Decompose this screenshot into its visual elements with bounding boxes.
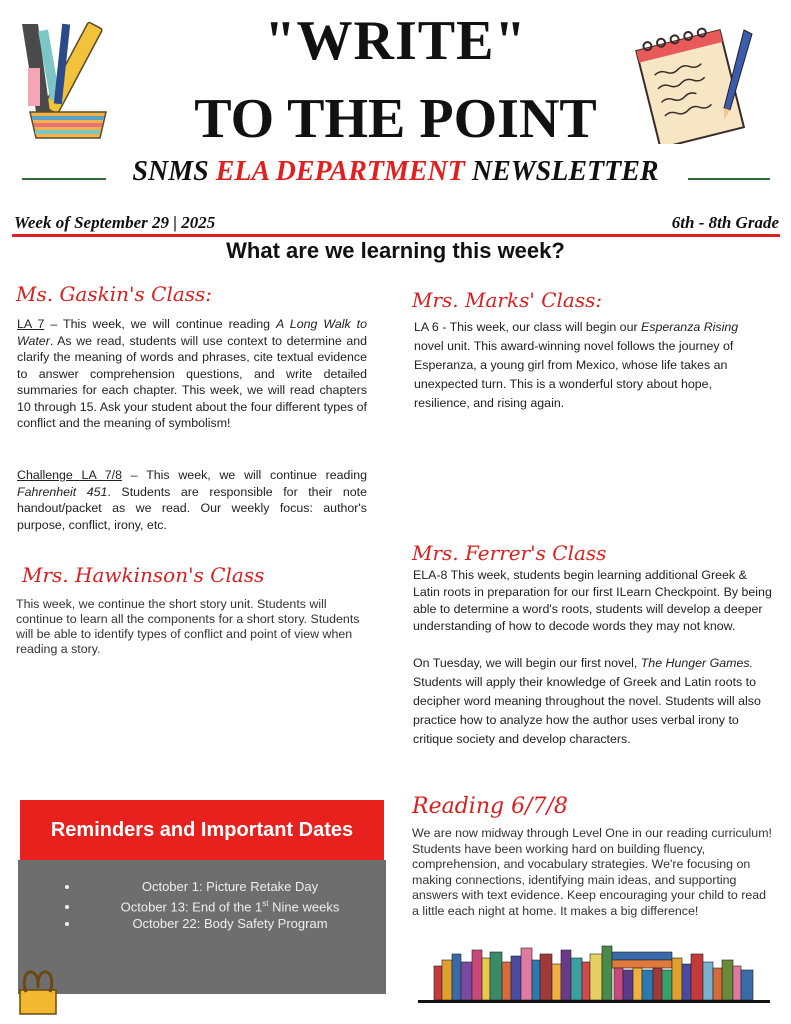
reminder-item: • October 1: Picture Retake Day (80, 878, 380, 895)
paperclip-icon (10, 966, 66, 1018)
bookshelf-icon (430, 940, 760, 1000)
red-divider (12, 234, 780, 237)
ferrer-paragraph-2 (413, 654, 775, 749)
reminder-item-text-rest: Nine weeks (268, 899, 340, 915)
reminder-item: • October 22: Body Safety Program (80, 915, 380, 932)
reminder-item-text: October 13: End of the 1 (120, 899, 263, 915)
ferrer-heading: Mrs. Ferrer's Class (412, 541, 607, 565)
gaskin-book: A Long Walk to Water (17, 317, 367, 348)
gaskin-paragraph-2 (17, 467, 367, 533)
hawkinson-heading: Mrs. Hawkinson's Class (22, 563, 265, 587)
divider-left (22, 178, 106, 180)
gaskin-paragraph-1 (17, 316, 367, 432)
gaskin-text: – This week, we will continue reading (44, 317, 276, 331)
marks-text-rest: novel unit. This award-winning novel follows the journey of Esperanza, a young girl from Mexico, whose life takes an unexpected turn. This is a wonderful story about hope, resilience, and rising again. (414, 339, 734, 410)
gaskin-heading: Ms. Gaskin's Class: (16, 282, 213, 306)
reading-heading: Reading 6/7/8 (412, 794, 568, 819)
reminders-heading: Reminders and Important Dates (20, 800, 384, 860)
subtitle-school: SNMS (132, 156, 216, 187)
reminder-item-sup: st (262, 899, 269, 908)
title-line-2: TO THE POINT (194, 88, 597, 150)
marks-text: LA 6 - This week, our class will begin our (414, 320, 642, 334)
reminder-item (80, 895, 380, 915)
subtitle (0, 156, 791, 188)
hawkinson-paragraph: This week, we continue the short story unit. Students will continue to learn all the components for a short story. Students will be able to identify types of conflict and point of view when reading a story. (16, 597, 360, 656)
section-question: What are we learning this week? (226, 238, 565, 263)
marks-heading: Mrs. Marks' Class: (412, 288, 603, 312)
challenge-course-code: Challenge LA 7/8 (17, 468, 123, 482)
ferrer-text-rest: Students will apply their knowledge of Greek and Latin roots to decipher word meaning throughout the novel. Students will also practice how to analyze how the author uses verbal irony to critique society and develop characters. (413, 675, 761, 746)
marks-paragraph (414, 318, 769, 413)
challenge-book: Fahrenheit 451 (17, 484, 108, 499)
gaskin-course-code: LA 7 (17, 317, 45, 331)
reminders-list (60, 878, 380, 932)
ferrer-paragraph-1: ELA-8 This week, students begin learning additional Greek & Latin roots in preparation for our first ILearn Checkpoint. By being able to determine a word's roots, students will develop a deeper understanding of how to decode words they may not know. (413, 568, 772, 633)
subtitle-newsletter: NEWSLETTER (464, 156, 659, 187)
subtitle-department: ELA DEPARTMENT (215, 156, 465, 187)
marks-book: Esperanza Rising (641, 320, 739, 334)
bottom-rule (418, 1000, 770, 1003)
ferrer-book: The Hunger Games. (640, 656, 753, 670)
challenge-text: – This week, we will continue reading (122, 468, 367, 482)
challenge-text-rest: . Students are responsible for their note handout/packet as we read. Our weekly focus: author's purpose, conflict, irony, etc. (17, 484, 367, 532)
grade-label: 6th - 8th Grade (671, 213, 779, 232)
title-line-1: "WRITE" (264, 10, 527, 72)
week-label: Week of September 29 | 2025 (14, 213, 216, 232)
reading-paragraph: We are now midway through Level One in our reading curriculum! Students have been working hard on building fluency, comprehension, and vocabulary strategies. We're focusing on making connections, identifying main ideas, and supporting answers with text evidence. Keep encouraging your child to read a little each night at home. It makes a big difference! (412, 826, 772, 918)
divider-right (688, 178, 770, 180)
gaskin-text-rest: . As we read, students will use context to determine and clarify the meaning of words and phrases, cite textual evidence to answer comprehension questions, and write detailed summaries for each chapter. This week, we will read chapters 10 through 15. Ask your student about the four different types of conflict and the meaning of symbolism! (17, 333, 367, 430)
ferrer-text: On Tuesday, we will begin our first novel, (413, 656, 641, 670)
